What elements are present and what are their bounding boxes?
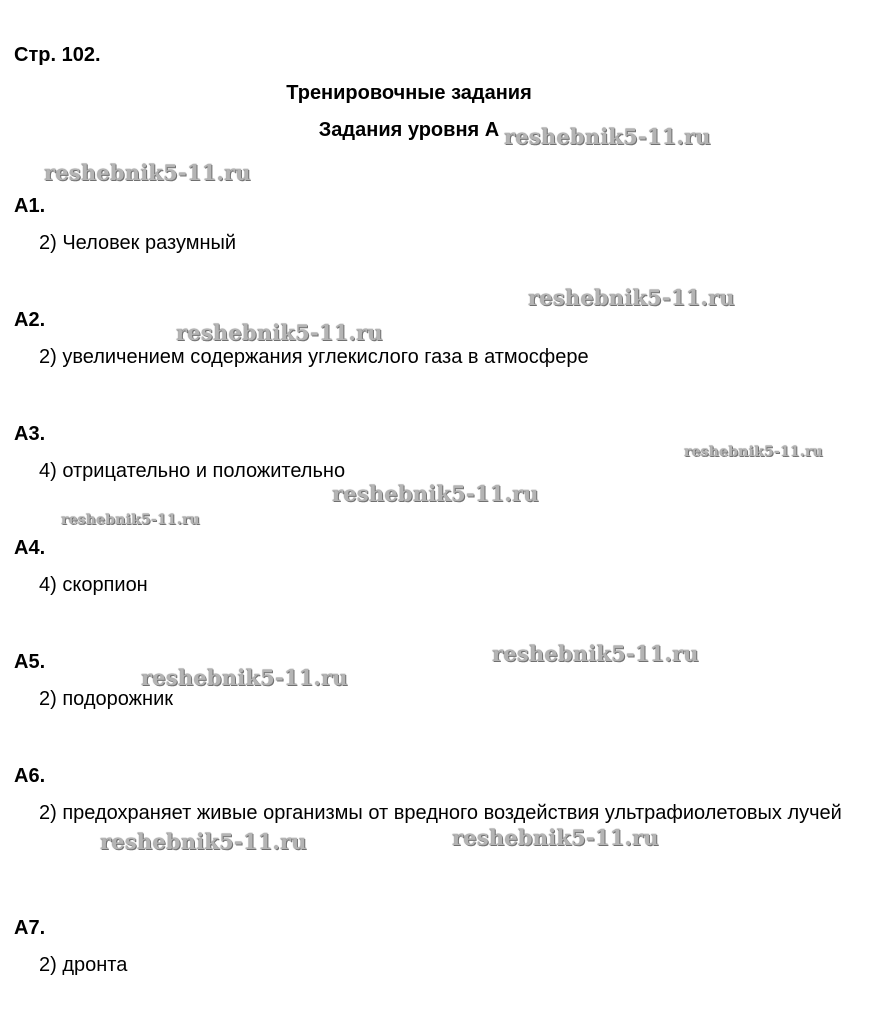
section-title: Тренировочные задания	[286, 82, 532, 104]
watermark: reshebnik5-11.ru	[452, 825, 659, 850]
watermark: reshebnik5-11.ru	[332, 481, 539, 506]
watermark: reshebnik5-11.ru	[528, 285, 735, 310]
page-number: Стр. 102.	[14, 44, 101, 66]
question-label: А4.	[14, 537, 46, 559]
question-label: А7.	[14, 917, 46, 939]
watermark: reshebnik5-11.ru	[176, 320, 383, 345]
question-label: А5.	[14, 651, 46, 673]
answer-text: 4) отрицательно и положительно	[39, 460, 346, 482]
answer-text: 4) скорпион	[39, 574, 148, 596]
answer-text: 2) подорожник	[39, 688, 174, 710]
answer-text: 2) увеличением содержания углекислого газа в атмосфере	[39, 346, 589, 368]
question-label: А2.	[14, 309, 46, 331]
watermark: reshebnik5-11.ru	[492, 641, 699, 666]
section-subtitle: Задания уровня А	[318, 119, 500, 141]
watermark: reshebnik5-11.ru	[44, 160, 251, 185]
watermark: reshebnik5-11.ru	[504, 124, 711, 149]
question-label: А1.	[14, 195, 46, 217]
answer-text: 2) Человек разумный	[39, 232, 237, 254]
question-label: А6.	[14, 765, 46, 787]
answer-text: 2) дронта	[39, 954, 128, 976]
question-label: А3.	[14, 423, 46, 445]
watermark: reshebnik5-11.ru	[100, 829, 307, 854]
answer-text: 2) предохраняет живые организмы от вредного воздействия ультрафиолетовых лучей	[39, 802, 842, 824]
watermark: reshebnik5-11.ru	[141, 665, 348, 690]
watermark: reshebnik5-11.ru	[61, 512, 200, 528]
watermark: reshebnik5-11.ru	[684, 444, 823, 460]
